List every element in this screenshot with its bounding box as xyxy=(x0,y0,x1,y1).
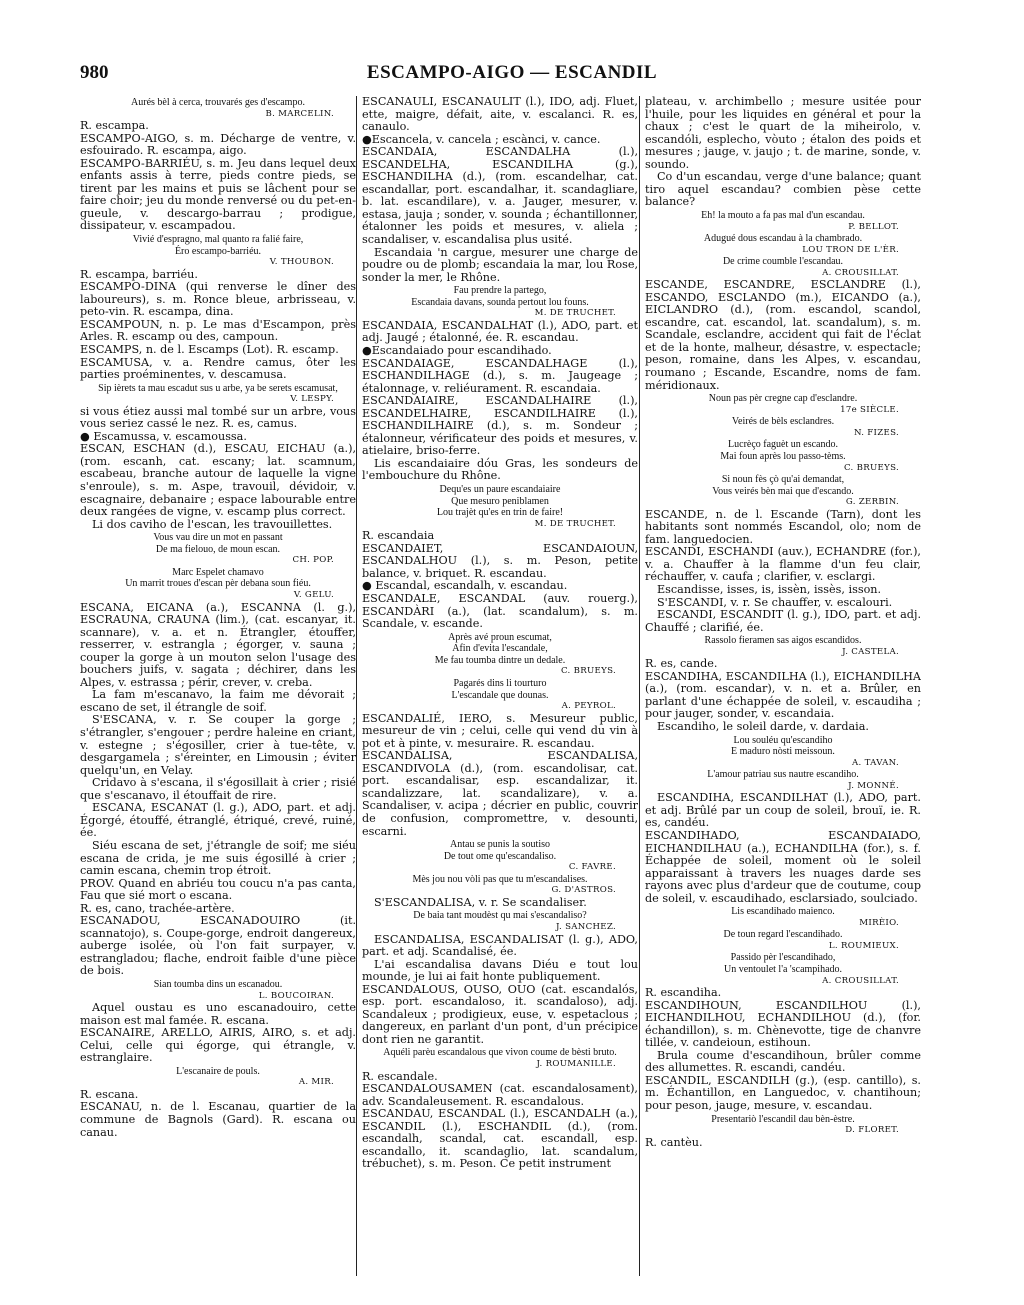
attribution: V. LESPY. xyxy=(290,394,334,405)
attribution: V. GELU. xyxy=(293,590,334,601)
entry-paragraph: R. cantèu. xyxy=(645,1135,703,1149)
quotation: Lucrèço faguèt un escando. Mai foun après lou passo-tèms. xyxy=(720,439,846,462)
entry-paragraph: R. escampa. xyxy=(80,119,149,133)
entry-paragraph: Escandisse, isses, is, issèn, issès, isson. xyxy=(657,582,882,596)
entry-paragraph: ESCANDE, n. de l. Escande (Tarn), dont les habitants sont nommés Escandol, olo; nom de fam. languedocien. xyxy=(645,507,921,546)
quotation: Dequ'es un paure escandaiaire Que mesuro peniblamen Lou trajèt qu'es en trin de faire! xyxy=(436,484,564,519)
attribution: M. DE TRUCHET. xyxy=(534,308,616,319)
attribution: G. ZERBIN. xyxy=(845,497,899,508)
entry-paragraph: ESCAMPO-DINA (qui renverse le dîner des laboureurs), s. m. Ronce bleue, arbrisseau, v. peto-vin. R. escampa, dina. xyxy=(80,280,356,319)
entry-paragraph: ESCAN, ESCHAN (d.), ESCAU, EICHAU (a.), (rom. escanh, cat. escany; lat. scamnum, escabeau, branche autour de laquelle la vigne s'enroule), s. m. Aspe, travouil, dévidoir, v. escagnaire, debanaire ; espace labourable entre deux rangées de vigne, v. escamp plus correct. xyxy=(80,442,356,519)
entry-paragraph: ESCAMPOUN, n. p. Le mas d'Escampon, près Arles. R. escamp ou des, campoun. xyxy=(80,317,356,344)
quotation: Après avé proun escumat, Afin d'evita l'escandale, Me fau toumba dintre un dedale. xyxy=(434,631,566,666)
entry-paragraph: S'ESCANDI, v. r. Se chauffer, v. escalouri. xyxy=(657,595,893,609)
entry-paragraph: si vous étiez aussi mal tombé sur un arbre, vous vous seriez cassé le nez. R. es, camus. xyxy=(80,404,356,431)
entry-paragraph: ESCANADOU, ESCANADOUIRO (it. scannatojo), s. Coupe-gorge, endroit dangereux, auberge isolée, où l'on fait surpayer, v. estrangladou; flache, endroit faible d'une pièce de bois. xyxy=(80,914,356,978)
column-divider-left xyxy=(356,96,357,1276)
entry-paragraph: R. es, cande. xyxy=(645,657,718,671)
column-divider-right xyxy=(639,96,640,1276)
entry-paragraph: S'ESCANA, v. r. Se couper la gorge ; s'étrangler, s'engouer ; perdre haleine en criant, v. estegne ; s'égosiller, crier à tue-tête, v. desgargamela ; s'éreinter, en Limousin ; éviter quelqu'un, en Velay. xyxy=(80,713,356,777)
quotation: De baia tant moudèst qu mai s'escandaliso? xyxy=(413,910,587,922)
entry-paragraph: ESCAMUSA, v. a. Rendre camus, ôter les parties proéminentes, v. descamusa. xyxy=(80,355,356,382)
attribution: P. BELLOT. xyxy=(848,221,899,232)
running-header xyxy=(80,62,944,92)
entry-paragraph: ESCANDIHA, ESCANDILHA (l.), EICHANDILHA (a.), (rom. escandar), v. n. et a. Brûler, en parlant d'une échappée de soleil, v. escaudiha ; pour jauger, sonder, v. escandaia. xyxy=(645,669,921,721)
entry-paragraph: ESCANAIRE, ARELLO, AIRIS, AIRO, s. et adj. Celui, celle qui égorge, qui étrangle, v. estranglaire. xyxy=(80,1026,356,1065)
attribution: N. FIZES. xyxy=(853,427,899,438)
attribution: A. CROUSILLAT. xyxy=(822,975,899,986)
entry-paragraph: Cridavo à s'escana, il s'égosillait à crier ; risié que s'escanavo, il étouffait de rire. xyxy=(80,776,356,802)
entry-paragraph: R. escandiha. xyxy=(645,986,722,1000)
quotation: Veirés de bèls esclandres. xyxy=(731,416,835,428)
quotation: Eh! la mouto a fa pas mal d'un escandau. xyxy=(701,209,865,221)
entry-paragraph: ESCANDALE, ESCANDAL (auv. rouerg.), ESCANDÀRI (a.), (lat. scandalum), s. m. Scandale, v. escande. xyxy=(362,592,638,631)
attribution: CH. POP. xyxy=(292,555,334,566)
attribution: J. ROUMANILLE. xyxy=(536,1059,616,1070)
quotation: Noun pas pèr cregne cap d'esclandre. xyxy=(708,393,858,405)
entry-paragraph: Escandaia 'n cargue, mesurer une charge de poudre ou de plomb; escandaia la mar, lou Rose, sonder la mer, le Rhône. xyxy=(362,245,638,284)
attribution: LOU TRON DE L'ÈR. xyxy=(802,244,899,255)
entry-paragraph: Lis escandaiaire dóu Gras, les sondeurs de l'embouchure du Rhône. xyxy=(362,456,638,483)
quotation: Rassolo fieramen sas aigos escandidos. xyxy=(704,635,862,647)
entry-paragraph: ESCANDI, ESCHANDI (auv.), ECHANDRE (for.), v. a. Chauffer à la flamme d'un feu clair, réchauffer, v. caufa ; clarifier, v. esclargi. xyxy=(645,545,921,584)
entry-paragraph: L'ai escandalisa davans Diéu e tout lou mounde, je lui ai fait honte publiquement. xyxy=(362,957,638,984)
quotation: L'escanaire de pouls. xyxy=(176,1065,260,1077)
entry-paragraph: ESCANDALISA, ESCANDALISAT (l. g.), ADO, part. et adj. Scandalisé, ée. xyxy=(362,932,638,959)
attribution: A. PEYROL. xyxy=(561,701,616,712)
quotation: Mès jou nou vòli pas que tu m'escandalises. xyxy=(412,873,588,885)
entry-paragraph: Escandiho, le soleil darde, v. dardaia. xyxy=(657,719,869,733)
entry-paragraph: ESCANDAIA, ESCANDALHAT (l.), ADO, part. et adj. Jaugé ; étalonné, ée. R. escandau. xyxy=(362,318,638,345)
entry-paragraph: Li dos caviho de l'escan, les travouillettes. xyxy=(92,517,333,531)
attribution: J. CASTELA. xyxy=(842,646,899,657)
entry-paragraph: R. escandale. xyxy=(362,1069,438,1083)
quotation: Presentariò l'escandil dau bèn-èstre. xyxy=(711,1113,855,1125)
entry-paragraph: ESCANA, ESCANAT (l. g.), ADO, part. et adj. Égorgé, étouffé, étranglé, étriqué, crevé, ruiné, ée. xyxy=(80,801,356,840)
entry-paragraph: ESCAMPO-BARRIÉU, s. m. Jeu dans lequel deux enfants assis à terre, pieds contre pieds, se tirent par les mains et puis se lâchent pour se faire choir; jeu du monde renversé ou du pet-en-gueule, v. descargo-barrau ; prodigue, dissipateur, v. escampadou. xyxy=(80,156,356,233)
column-left xyxy=(80,96,356,1286)
running-title: ESCAMPO-AIGO — ESCANDIL xyxy=(366,62,658,83)
attribution: L. ROUMIEUX. xyxy=(828,940,899,951)
quotation: Si noun fès çò qu'ai demandat, Vous veirés bèn mai que d'escando. xyxy=(712,474,854,497)
attribution: C. BRUEYS. xyxy=(843,462,899,473)
page-number: 980 xyxy=(80,62,109,83)
attribution: G. D'ASTROS. xyxy=(551,885,616,896)
entry-paragraph: ESCANDAIAIRE, ESCANDALHAIRE (l.), ESCANDELHAIRE, ESCANDILHAIRE (l.), ESCHANDILHAIRE (d.), s. m. Sondeur ; étalonneur, vérificateur des poids et mesures, v. atielaire, briso-ferre. xyxy=(362,394,638,458)
attribution: 17e SIÈCLE. xyxy=(840,404,899,415)
quotation: Lou souléu qu'escandiho E maduro nòsti meissoun. xyxy=(731,734,835,758)
entry-paragraph: ESCANDALOUS, OUSO, OUO (cat. escandalós, esp. port. escandaloso, it. scandaloso), adj. Scandaleux ; prodigieux, euse, v. espetaclous ; dangereux, en parlant d'un pont, d'un précipice dont rien ne garantit. xyxy=(362,982,638,1046)
entry-paragraph: ESCANDIHADO, ESCANDAIADO, EICHANDILHAU (a.), ECHANDILHA (for.), s. f. Échappée de soleil, moment où le soleil apparaissant à travers les nuages darde ses rayons avec plus d'ardeur que de coutume, coup de soleil, v. escaudihado, esclarsiado, soulciado. xyxy=(645,828,921,905)
entry-paragraph: plateau, v. archimbello ; mesure usitée pour l'huile, pour les liquides en général et pour la chaux ; c'est le quart de la miheirolo, v. escandóli, esplecho, vòuto ; étalon des poids et mesures ; jauge, v. jaujo ; t. de marine, sonde, v. soundo. xyxy=(645,96,921,171)
quotation: Lis escandihado maienco. xyxy=(731,906,835,918)
quotation: Sian toumba dins un escanadou. xyxy=(153,978,283,990)
attribution: A. MIR. xyxy=(298,1077,334,1088)
attribution: J. MONNÉ. xyxy=(848,780,899,791)
attribution: MIRÈIO. xyxy=(859,917,899,928)
entry-paragraph: ESCANDALOUSAMEN (cat. escandalosament), adv. Scandaleusement. R. escandalous. xyxy=(362,1082,638,1108)
attribution: C. BRUEYS. xyxy=(560,666,616,677)
entry-paragraph: ESCANAU, n. de l. Escanau, quartier de la commune de Bagnols (Gard). R. escana ou canau. xyxy=(80,1100,356,1139)
quotation: Vous vau dire un mot en passant De ma fielouo, de moun escan. xyxy=(153,532,283,555)
entry-paragraph: ESCANAULI, ESCANAULIT (l.), IDO, adj. Fluet, ette, maigre, défait, aite, v. escalanci. R. es, canaulo. xyxy=(362,96,638,134)
entry-paragraph: ESCANDAIET, ESCANDAIOUN, ESCANDALHOU (l.), s. m. Peson, petite balance, v. briquet. R. escandau. xyxy=(362,541,638,580)
entry-paragraph: S'ESCANDALISA, v. r. Se scandaliser. xyxy=(374,895,587,909)
attribution: A. CROUSILLAT. xyxy=(822,267,899,278)
quotation: Aquéli parèu escandalous que vivon coume de bèsti bruto. xyxy=(383,1047,617,1059)
entry-paragraph: Brula coume d'escandihoun, brûler comme des allumettes. R. escandi, candéu. xyxy=(645,1048,921,1075)
entry-paragraph: ESCANDIL, ESCANDILH (g.), (esp. cantillo), s. m. Échantillon, en Languedoc, v. chantihoun; pour peson, jauge, mesure, v. escandau. xyxy=(645,1073,921,1113)
entry-paragraph: ESCANDAU, ESCANDAL (l.), ESCANDALH (a.), ESCANDIL (l.), ESCHANDIL (d.), (rom. escandalh, scandal, cat. escandall, esp. escandallo, it. scandaglio, lat. scandalum, trébuchet), s. m. Peson. Ce petit instrument xyxy=(362,1107,638,1171)
attribution: J. SANCHEZ. xyxy=(555,922,616,933)
quotation: Passido pèr l'escandihado, Un ventoulet l'a 'scampihado. xyxy=(723,952,843,976)
quotation: De crime coumble l'escandau. xyxy=(722,256,844,268)
entry-paragraph: R. escandaia xyxy=(362,529,435,543)
attribution: D. FLORET. xyxy=(845,1125,899,1136)
attribution: M. DE TRUCHET. xyxy=(534,518,616,529)
entry-paragraph: Siéu escana de set, j'étrangle de soif; me siéu escana de crida, je me suis égosillé à crier ; camin escana, chemin trop étroit. xyxy=(80,838,356,878)
entry-paragraph: ESCAMPS, n. de l. Escamps (Lot). R. escamp. xyxy=(80,342,339,356)
entry-paragraph: ●Escandaiado pour escandihado. xyxy=(362,343,552,357)
column-right xyxy=(645,96,921,1286)
entry-paragraph: ESCANDIHA, ESCANDILHAT (l.), ADO, part. et adj. Brûlé par un coup de soleil, brouï, ie. R. es, candéu. xyxy=(645,791,921,830)
quotation: Vivié d'espragno, mal quanto ra falié faire, Éro escampo-barriéu. xyxy=(132,234,304,257)
attribution: L. BOUCOIRAN. xyxy=(258,990,334,1001)
entry-paragraph: ESCANDALISA, ESCANDALISA, ESCANDIVOLA (d.), (rom. escandolisar, cat. port. escandalisar, esp. escandalizar, it. scandalizzare, lat. scandalizare), v. a. Scandaliser, v. acipa ; décrier en public, couvrir de confusion, compromettre, v. desounti, escarni. xyxy=(362,749,638,838)
quotation: De toun regard l'escandihado. xyxy=(723,929,843,941)
entry-paragraph: Aquel oustau es uno escanadouiro, cette maison est mal famée. R. escana. xyxy=(80,1001,356,1027)
entry-paragraph: ESCANDI, ESCANDIT (l. g.), IDO, part. et adj. Chauffé ; clarifié, ée. xyxy=(645,608,921,634)
quotation: Pagarés dins li tourturo L'escandale que dounas. xyxy=(451,677,549,701)
entry-paragraph: ESCANA, EICANA (a.), ESCANNA (l. g.), ESCRAUNA, CRAUNA (lim.), (cat. escanyar, it. scannare), v. a. et n. Étrangler, étouffer, resserrer, v. estrangla ; égorger, v. sauna ; couper la gorge à un mouton selon l'usage des bouchers juifs, v. sagata ; déchirer, dans les Alpes, v. estrassa ; périr, crever, v. creba. xyxy=(80,600,356,689)
quotation: Fau prendre la partego, Escandaia davans, sounda pertout lou founs. xyxy=(411,285,589,308)
attribution: V. THOUBON. xyxy=(269,257,334,268)
entry-paragraph: Co d'un escandau, verge d'une balance; quant tiro aquel escandau? combien pèse cette balance? xyxy=(645,170,921,209)
quotation: Antau se punis la soutiso De tout ome qu'escandaliso. xyxy=(443,839,557,862)
attribution: A. TAVAN. xyxy=(852,757,899,768)
quotation: Sip ièrets ta mau escadut sus u arbe, ya be serets escamusat, xyxy=(98,382,338,394)
entry-paragraph: ESCANDIHOUN, ESCANDILHOU (l.), EICHANDILHOU, ECHANDILHOU (d.), (for. échandillon), s. m. Chènevotte, tige de chanvre tillée, v. candeioun, estihoun. xyxy=(645,998,921,1050)
attribution: C. FAVRE. xyxy=(568,862,616,873)
entry-paragraph: ●Escancela, v. cancela ; escànci, v. cance. xyxy=(362,132,601,146)
quotation: Aurés bèl à cerca, trouvarés ges d'escampo. xyxy=(131,97,305,108)
entry-paragraph: PROV. Quand en abriéu tou coucu n'a pas canta, Fau que sié mort o escana. xyxy=(80,876,356,903)
entry-paragraph: La fam m'escanavo, la faim me dévorait ; escano de set, il étrangle de soif. xyxy=(80,688,356,714)
entry-paragraph: R. escampa, barriéu. xyxy=(80,267,198,281)
attribution: B. MARCELIN. xyxy=(265,108,334,119)
entry-paragraph: ESCANDAIA, ESCANDALHA (l.), ESCANDELHA, ESCANDILHA (g.), ESCHANDILHA (d.), (rom. escandelhar, cat. escandallar, port. escandalhar, it. scandagliare, b. lat. escandilare), v. a. Jauger, mesurer, v. estasa, jauja ; sonder, v. sounda ; échantillonner, étalonner les poids et mesures, v. aliela ; scandaliser, v. escandalisa plus usité. xyxy=(362,145,638,247)
entry-paragraph: R. escana. xyxy=(80,1087,139,1101)
column-middle xyxy=(362,96,638,1286)
entry-paragraph: ESCANDAIAGE, ESCANDALHAGE (l.), ESCHANDILHAGE (d.), s. m. Jaugeage ; étalonnage, v. reliéurament. R. escandaia. xyxy=(362,356,638,395)
entry-paragraph: ESCANDALIÉ, IERO, s. Mesureur public, mesureur de vin ; celui, celle qui vend du vin à pot et à pinte, v. mesuraire. R. escandau. xyxy=(362,711,638,750)
quotation: Marc Espelet chamavo Un marrit troues d'escan pèr debana soun fiéu. xyxy=(125,566,311,590)
entry-paragraph: ● Escandal, escandalh, v. escandau. xyxy=(362,579,568,593)
quotation: L'amour patriau sus nautre escandiho. xyxy=(707,769,859,781)
entry-paragraph: ESCANDE, ESCANDRE, ESCLANDRE (l.), ESCANDO, ESCLANDO (m.), EICANDO (a.), EICLANDRO (d.), (rom. escandol, scandol, escandre, cat. escandol, lat. scandalum), s. m. Scandale, esclandre, accident qui fait de l'éclat et de la honte, malheur, désastre, v. espectacle; peson, romaine, dans les Alpes, v. escandau, roumano ; Escande, Escandre, noms de fam. méridionaux. xyxy=(645,278,921,392)
entry-paragraph: ESCAMPO-AIGO, s. m. Décharge de ventre, v. esfouirado. R. escampa, aigo. xyxy=(80,131,356,158)
entry-paragraph: ● Escamussa, v. escamoussa. xyxy=(80,429,247,443)
quotation: Adugué dous escandau à la chambrado. xyxy=(703,233,863,245)
entry-paragraph: R. es, cano, trachée-artère. xyxy=(80,901,235,915)
